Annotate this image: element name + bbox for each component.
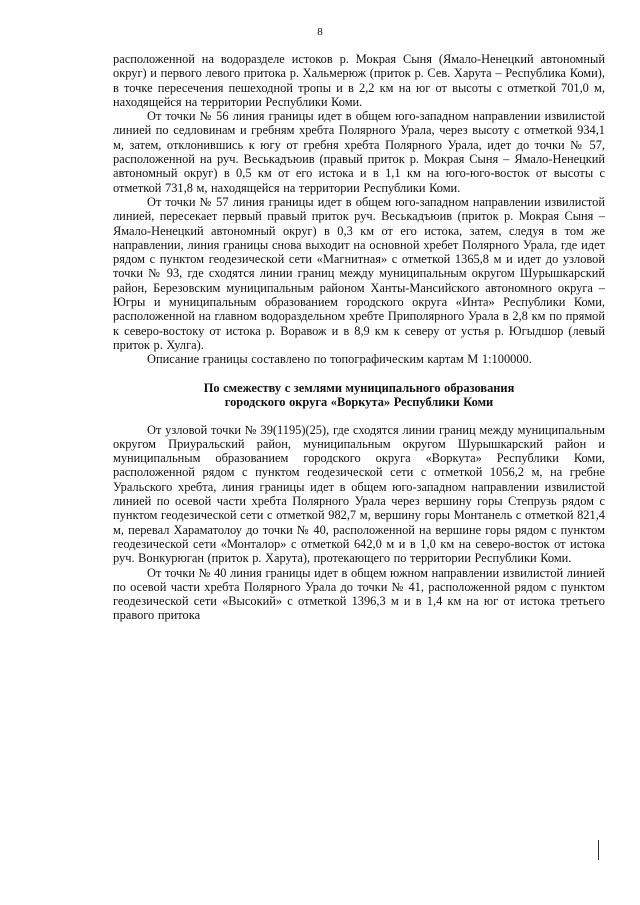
section-heading-line: По смежеству с землями муниципального образования [203,380,515,395]
paragraph: От точки № 56 линия границы идет в общем юго-западном направлении извилистой линией по седловинам и гребням хребта Полярного Урала, через высоту с отметкой 934,1 м, затем, отклонившись к югу от гребня хребта Полярного Урала, идет до точки № 57, расположенной на руч. Веськадъюив (правый приток р. Мокрая Сыня – Ямало-Ненецкий автономный округ) в 0,5 км от его истока и в 1,1 км на юго-юго-восток от высоты с отметкой 731,8 м, находящейся на территории Республики Коми. [113,109,605,195]
paragraph: От узловой точки № 39(1195)(25), где сходятся линии границ между муниципальным округом Приуральский район, муниципальным округом Шурышкарский район и муниципальным образованием городского округа «Воркута» Республики Коми, расположенной рядом с пунктом геодезической сети с отметкой 1056,2 м, на гребне Уральского хребта, линия границы идет в общем юго-западном направлении извилистой линией по осевой части хребта Полярного Урала через вершину горы Степрузь рядом с пунктом геодезической сети с отметкой 982,7 м, вершину горы Монтанель с отметкой 821,4 м, перевал Хараматолоу до точки № 40, расположенной на вершине горы рядом с пунктом геодезической сети «Монталор» с отметкой 642,0 м и в 1,0 км на северо-восток от истока руч. Вонкурюган (приток р. Харута), протекающего по территории Республики Коми. [113,422,605,566]
page-number: 8 [317,26,323,38]
section-heading-line: городского округа «Воркута» Республики Коми [224,395,494,410]
paragraph: Описание границы составлено по топографическим картам М 1:100000. [147,352,532,367]
paragraph: расположенной на водоразделе истоков р. Мокрая Сыня (Ямало-Ненецкий автономный округ) и первого левого притока р. Хальмерюж (приток р. Сев. Харута – Республика Коми), в точке пересечения пешеходной тропы и в 2,2 км на юг от высоты с отметкой 701,0 м, находящейся на территории Республики Коми. [113,52,605,109]
paragraph: От точки № 57 линия границы идет в общем юго-западном направлении извилистой линией, пересекает первый правый приток руч. Веськадъюив (приток р. Мокрая Сыня – Ямало-Ненецкий автономный округ) в 0,3 км от его истока, затем, следуя в том же направлении, линия границы снова выходит на основной хребет Полярного Урала, где идет рядом с пунктом геодезической сети «Магнитная» с отметкой 1365,8 м и идет до узловой точки № 93, где сходятся линии границ между муниципальным округом Шурышкарский район, Березовским муниципальным районом Ханты-Мансийского автономного округа – Югры и муниципальным образованием городского округа «Инта» Республики Коми, расположенной на главном водораздельном хребте Приполярного Урала в 2,8 км по прямой к северо-востоку от истока р. Воравож и в 8,9 км к северу от устья р. Югыдшор (левый приток р. Хулга). [113,194,605,352]
paragraph: От точки № 40 линия границы идет в общем южном направлении извилистой линией по осевой части хребта Полярного Урала до точки № 41, расположенной рядом с пунктом геодезической сети «Высокий» с отметкой 1396,3 м и в 1,4 км на юг от истока третьего правого притока [113,565,605,623]
margin-mark [598,840,599,860]
document-body [113,52,605,623]
section-heading [113,381,605,410]
